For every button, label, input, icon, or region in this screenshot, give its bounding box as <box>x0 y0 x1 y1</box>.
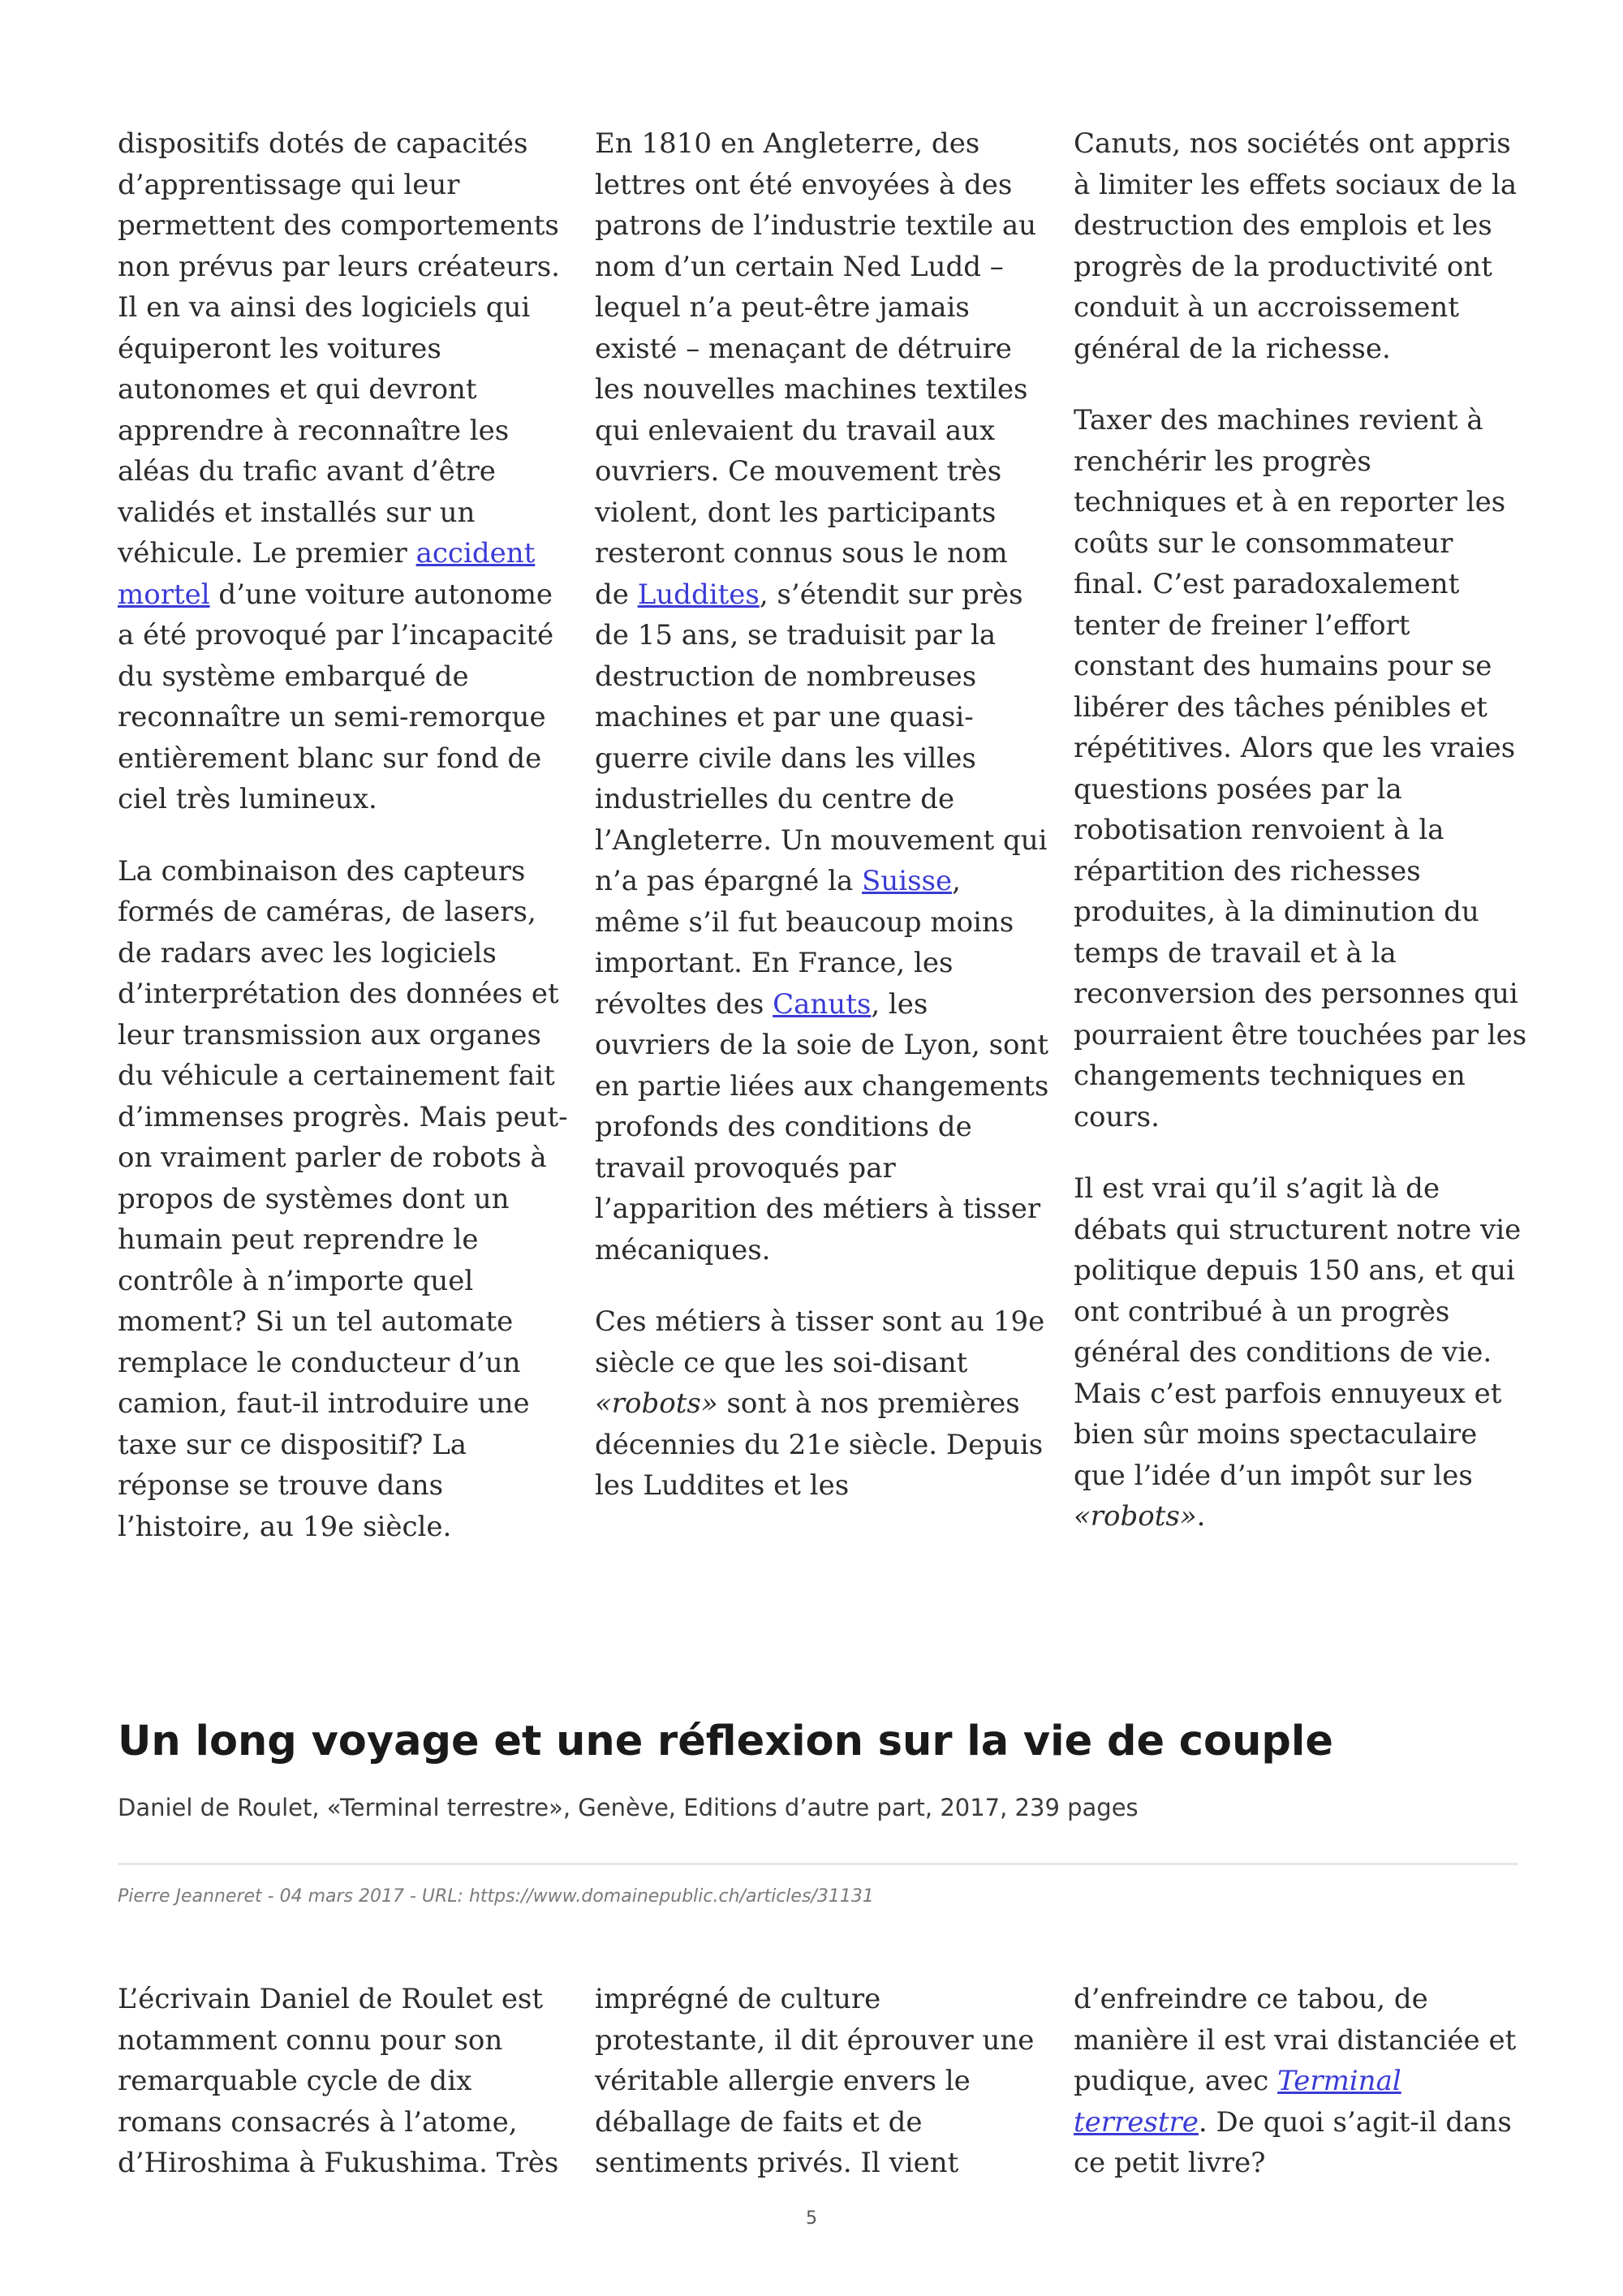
article-column-3 <box>1074 123 1528 1537</box>
text-run: , s’étendit sur près de 15 ans, se traduisit par la destruction de nombreuses machines et par une quasi-guerre civile dans les villes industrielles du centre de l’Angleterre. Un mouvement qui n’a pas épargné la <box>595 578 1048 897</box>
article-column-2 <box>595 123 1049 1507</box>
paragraph <box>595 1301 1049 1507</box>
paragraph: Taxer des machines revient à renchérir les progrès techniques et à en reporter les coûts sur le consommateur final. C’est paradoxalement tenter de freiner l’effort constant des humains pour se libérer des tâches pénibles et répétitives. Alors que les vraies questions posées par la robotisation renvoient à la répartition des richesses produites, à la diminution du temps de travail et à la reconversion des personnes qui pourraient être touchées par les changements techniques en cours. <box>1074 404 1527 1133</box>
text-run: sont à nos premières décennies du 21e siècle. Depuis les Luddites et les <box>595 1387 1044 1502</box>
paragraph: imprégné de culture protestante, il dit éprouver une véritable allergie envers le déballage de faits et de sentiments privés. Il vient <box>595 1983 1035 2179</box>
text-run: En 1810 en Angleterre, des lettres ont été envoyées à des patrons de l’industrie textile au nom d’un certain Ned Ludd – lequel n’a peut-être jamais existé – menaçant de détruire les nouvelles machines textiles qui enlevaient du travail aux ouvriers. Ce mouvement très violent, dont les participants resteront connus sous le nom de <box>595 127 1037 611</box>
divider <box>118 1863 1518 1865</box>
article2-column-3 <box>1074 1979 1528 2184</box>
paragraph <box>1074 1979 1528 2184</box>
text-run: Il est vrai qu’il s’agit là de débats qui structurent notre vie politique depuis 150 ans, et qui ont contribué à un progrès général des conditions de vie. Mais c’est parfois ennuyeux et bien sûr moins spectaculaire que l’idée d’un impôt sur les <box>1074 1172 1522 1492</box>
page-number: 5 <box>806 2208 817 2229</box>
text-run: dispositifs dotés de capacités d’apprentissage qui leur permettent des comportements non prévus par leurs créateurs. Il en va ainsi des logiciels qui équiperont les voitures autonomes et qui devront apprendre à reconnaître les aléas du trafic avant d’être validés et installés sur un véhicule. Le premier <box>118 127 560 570</box>
article-meta: Pierre Jeanneret - 04 mars 2017 - URL: https://www.domainepublic.ch/articles/31131 <box>118 1886 874 1907</box>
paragraph: L’écrivain Daniel de Roulet est notamment connu pour son remarquable cycle de dix romans consacrés à l’atome, d’Hiroshima à Fukushima. Très <box>118 1983 559 2179</box>
link-luddites[interactable]: Luddites <box>637 578 760 611</box>
text-run: Ces métiers à tisser sont au 19e siècle ce que les soi-disant <box>595 1305 1045 1379</box>
article-subtitle: Daniel de Roulet, «Terminal terrestre», Genève, Editions d’autre part, 2017, 239 pages <box>118 1794 1139 1821</box>
link-suisse[interactable]: Suisse <box>862 865 953 897</box>
paragraph: La combinaison des capteurs formés de caméras, de lasers, de radars avec les logiciels d’interprétation des données et leur transmission aux organes du véhicule a certainement fait d’immenses progrès. Mais peut-on vraiment parler de robots à propos de systèmes dont un humain peut reprendre le contrôle à n’importe quel moment? Si un tel automate remplace le conducteur d’un camion, faut-il introduire une taxe sur ce dispositif? La réponse se trouve dans l’histoire, au 19e siècle. <box>118 854 568 1543</box>
text-run: . De quoi s’agit-il dans ce petit livre? <box>1074 2105 1512 2179</box>
link-accident-mortel[interactable]: accident mortel <box>118 537 536 611</box>
link-canuts[interactable]: Canuts <box>773 987 872 1021</box>
paragraph <box>1074 1168 1528 1537</box>
article2-column-1 <box>118 1979 572 2184</box>
paragraph: Canuts, nos sociétés ont appris à limiter les effets sociaux de la destruction des emplois et les progrès de la productivité ont conduit à un accroissement général de la richesse. <box>1074 127 1518 365</box>
article-column-1 <box>118 123 572 1547</box>
text-run: , même s’il fut beaucoup moins important. En France, les révoltes des <box>595 865 1014 1021</box>
emphasis-robots: «robots» <box>1074 1500 1197 1533</box>
paragraph <box>118 123 572 820</box>
link-text[interactable]: Terminal terrestre <box>1074 2065 1401 2139</box>
text-run: , les ouvriers de la soie de Lyon, sont en partie liées aux changements profonds des conditions de travail provoqués par l’apparition des métiers à tisser mécaniques. <box>595 987 1049 1266</box>
article-title: Un long voyage et une réflexion sur la vie de couple <box>118 1718 1333 1765</box>
text-run: . <box>1196 1500 1206 1533</box>
text-run: d’une voiture autonome a été provoqué par l’incapacité du système embarqué de reconnaître un semi-remorque entièrement blanc sur fond de ciel très lumineux. <box>118 578 554 815</box>
emphasis-robots: «robots» <box>595 1387 718 1420</box>
text-run: d’enfreindre ce tabou, de manière il est vrai distanciée et pudique, avec <box>1074 1983 1517 2097</box>
paragraph <box>595 123 1049 1271</box>
article2-column-2 <box>595 1979 1049 2184</box>
